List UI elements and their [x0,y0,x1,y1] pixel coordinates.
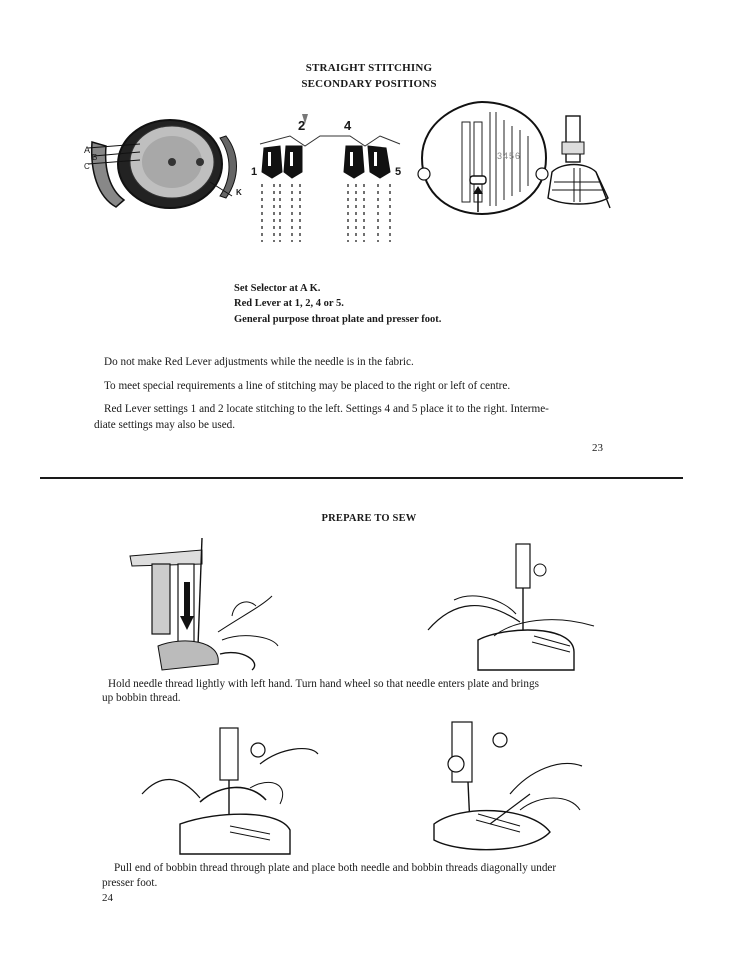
bobbin-case-illustration [80,112,240,222]
label-a: A [84,145,91,155]
caption-red-lever: Red Lever at 1, 2, 4 or 5. [234,298,344,309]
threads-under-presser-foot-illustration [420,714,590,858]
lever-position-4: 4 [344,118,352,133]
paragraph-lever-settings-line2: diate settings may also be used. [94,419,236,431]
needle-thread-hold-illustration [122,536,282,676]
lever-position-5: 5 [395,166,402,178]
pull-bobbin-thread-illustration [140,724,330,858]
red-lever-positions-illustration [250,112,410,247]
throat-plate-markings: 3456 [497,151,522,161]
page-number-24: 24 [102,892,113,904]
presser-foot-illustration [544,112,614,216]
lever-position-2: 2 [298,118,306,133]
section-title-prepare-to-sew: PREPARE TO SEW [321,513,417,524]
paragraph-adjustment-warning: Do not make Red Lever adjustments while the needle is in the fabric. [104,356,414,368]
paragraph-lever-settings-line1: Red Lever settings 1 and 2 locate stitching to the left. Settings 4 and 5 place it to the right. Interme- [104,403,549,415]
hand-wheel-turn-illustration [424,540,599,672]
lever-position-1: 1 [251,166,258,178]
throat-plate-illustration [412,100,552,218]
page-number-23: 23 [592,442,603,454]
caption-selector: Set Selector at A K. [234,283,321,294]
label-k: K [236,188,242,197]
page-divider [40,477,683,479]
paragraph-pull-bobbin-line1: Pull end of bobbin thread through plate and place both needle and bobbin threads diagonally under [114,862,557,874]
paragraph-hold-thread-line2: up bobbin thread. [102,692,181,704]
section-title-straight-stitching: STRAIGHT STITCHING [305,62,433,74]
paragraph-special-requirements: To meet special requirements a line of stitching may be placed to the right or left of centre. [104,380,511,392]
label-b: B [92,153,98,162]
paragraph-hold-thread-line1: Hold needle thread lightly with left hand. Turn hand wheel so that needle enters plate and brings [108,678,539,690]
caption-throat-plate: General purpose throat plate and presser foot. [234,314,442,325]
section-subtitle-secondary-positions: SECONDARY POSITIONS [301,78,437,90]
paragraph-pull-bobbin-line2: presser foot. [102,877,158,889]
label-c: C [84,162,90,171]
